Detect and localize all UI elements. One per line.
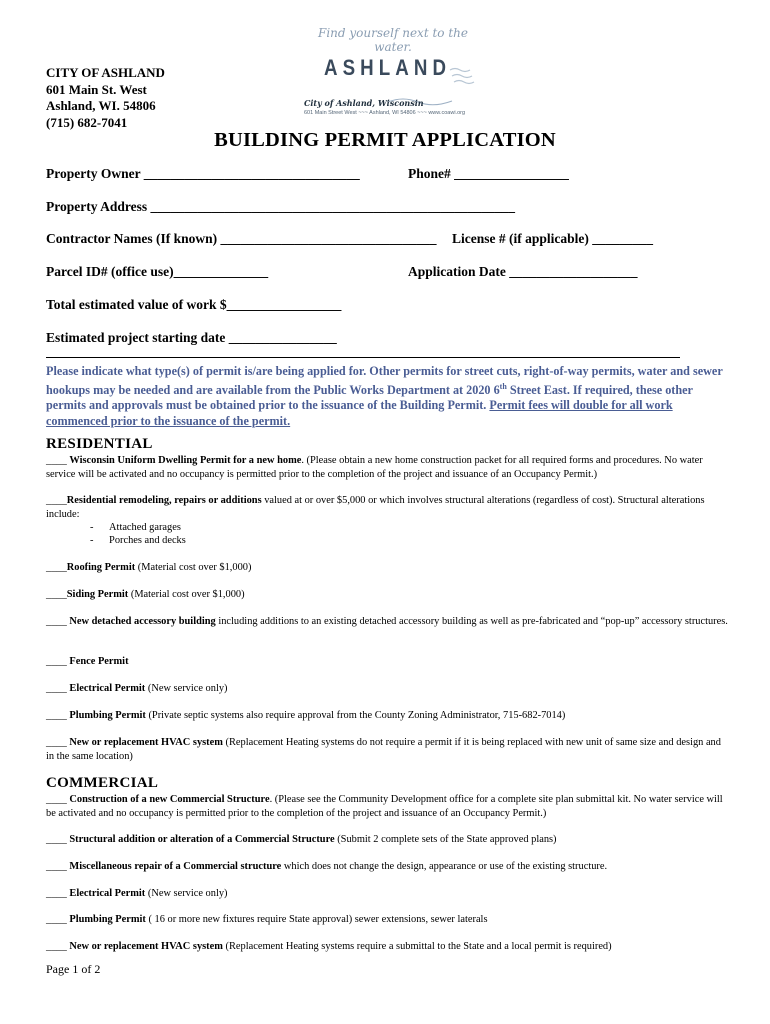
logo-city-line: City of Ashland, Wisconsin <box>304 98 424 108</box>
contractor-names-field[interactable]: Contractor Names (If known) ________________________________ <box>46 231 437 246</box>
commercial-heading: COMMERCIAL <box>46 775 159 791</box>
commercial-item-hvac[interactable]: ____ New or replacement HVAC system (Replacement Heating systems require a submittal to the State and a local permit is required) <box>46 941 612 952</box>
commercial-item-new-structure[interactable]: ____ Construction of a new Commercial Structure. (Please see the Community Development office for a complete site plan submittal kit. No water service will be activated and no occupancy is permitted prior to the completion of the project and issuance of an Occupancy Permit.) <box>46 794 723 819</box>
logo-tagline: Find yourself next to the water. <box>318 26 468 54</box>
residential-item-hvac[interactable]: ____ New or replacement HVAC system (Replacement Heating systems do not require a permit if it is being replaced with new unit of same size and design and in the same location) <box>46 737 721 762</box>
ashland-logo <box>298 26 488 121</box>
commercial-item-structural-addition[interactable]: ____ Structural addition or alteration of a Commercial Structure (Submit 2 complete sets of the State approved plans) <box>46 834 557 845</box>
logo-contact-line: 601 Main Street West ~~~ Ashland, WI 54806 ~~~ www.coawi.org <box>304 110 466 116</box>
address-line-2: 601 Main St. West <box>46 81 147 97</box>
residential-heading: RESIDENTIAL <box>46 436 153 452</box>
residential-item-plumbing[interactable]: ____ Plumbing Permit (Private septic systems also require approval from the County Zoning Administrator, 715-682-7014) <box>46 710 566 721</box>
commercial-item-plumbing[interactable]: ____ Plumbing Permit ( 16 or more new fixtures require State approval) sewer extensions, sewer laterals <box>46 914 488 925</box>
phone-field[interactable]: Phone# _________________ <box>408 166 569 181</box>
start-date-field[interactable]: Estimated project starting date ________________ <box>46 330 337 345</box>
total-value-field[interactable]: Total estimated value of work $_________________ <box>46 297 342 312</box>
property-owner-field[interactable]: Property Owner ________________________________ <box>46 166 360 181</box>
notice-text-1: Please indicate what type(s) of permit is/are being applied for. Other permits for street cuts, right-of-way permits, water and sewer hookups may be needed and are available from the Public Works Department at 2020 6 <box>46 364 723 398</box>
address-line-3: Ashland, WI. 54806 <box>46 98 156 113</box>
notice-text-2: Street East. If required, these other permits and approvals must be obtained prior to the issuance of the Building Permit. <box>46 383 693 413</box>
address-line-4: (715) 682-7041 <box>46 114 128 130</box>
permit-notice <box>46 364 730 429</box>
city-address-block <box>46 65 165 131</box>
logo-waves-icon <box>448 64 478 86</box>
residential-item-electrical[interactable]: ____ Electrical Permit (New service only) <box>46 683 228 694</box>
residential-item-remodeling[interactable]: ____Residential remodeling, repairs or additions valued at or over $5,000 or which involves structural alterations (regardless of cost). Structural alterations include: <box>46 495 705 520</box>
page-number: Page 1 of 2 <box>46 962 101 976</box>
residential-item-siding[interactable]: ____Siding Permit (Material cost over $1,000) <box>46 589 245 600</box>
residential-item-fence[interactable]: ____ Fence Permit <box>46 656 129 667</box>
application-date-field[interactable]: Application Date ___________________ <box>408 264 638 279</box>
notice-fee-warning: Permit fees will double for all work commenced prior to the issuance of the permit. <box>46 398 673 428</box>
residential-item-accessory-building[interactable]: ____ New detached accessory building including additions to an existing detached accessory building as well as pre-fabricated and “pop-up” accessory structures. <box>46 616 728 627</box>
parcel-id-field[interactable]: Parcel ID# (office use)______________ <box>46 264 269 279</box>
notice-superscript: th <box>499 382 507 392</box>
residential-item-roofing[interactable]: ____Roofing Permit (Material cost over $1,000) <box>46 562 252 573</box>
commercial-item-electrical[interactable]: ____ Electrical Permit (New service only) <box>46 888 228 899</box>
sub-item-porches-decks: - Porches and decks <box>90 535 186 546</box>
page-title: BUILDING PERMIT APPLICATION <box>214 129 556 151</box>
residential-item-new-home[interactable]: ____ Wisconsin Uniform Dwelling Permit for a new home. (Please obtain a new home construction packet for all required forms and procedures. No water service will be activated and no occupancy is permitted prior to the completion of the project and issuance of an Occupancy Permit.) <box>46 455 703 480</box>
address-line-1: CITY OF ASHLAND <box>46 65 165 80</box>
sub-item-attached-garages: - Attached garages <box>90 522 181 533</box>
section-divider <box>46 357 680 358</box>
property-address-field[interactable]: Property Address ______________________________________________________ <box>46 199 515 214</box>
commercial-item-misc-repair[interactable]: ____ Miscellaneous repair of a Commercial structure which does not change the design, appearance or use of the existing structure. <box>46 861 608 872</box>
logo-wordmark: ASHLAND <box>324 55 452 80</box>
license-field[interactable]: License # (if applicable) _________ <box>452 231 653 246</box>
